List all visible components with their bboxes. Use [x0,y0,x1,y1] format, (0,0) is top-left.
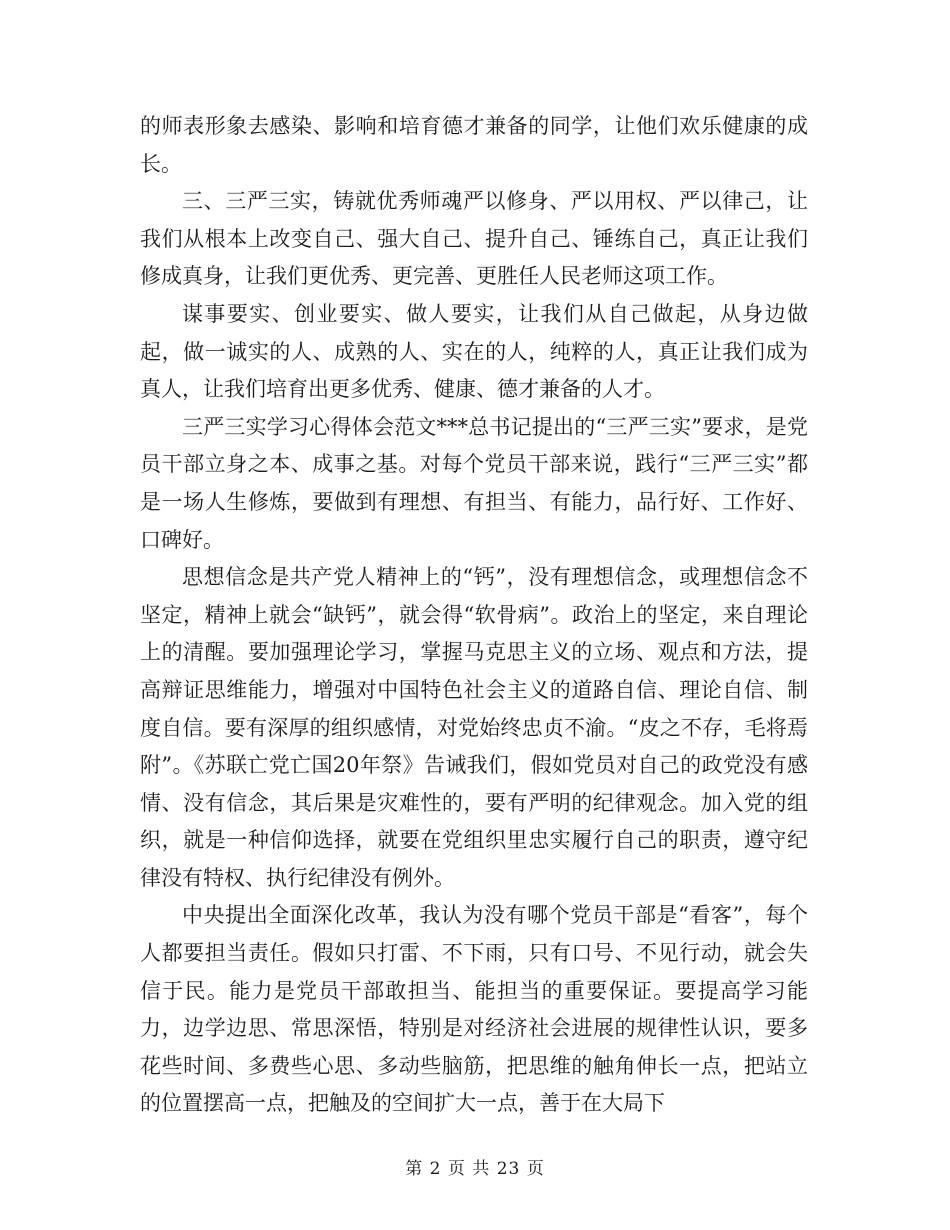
paragraph: 谋事要实、创业要实、做人要实，让我们从自己做起，从身边做起，做一诚实的人、成熟的人、实在的人，纯粹的人，真正让我们成为真人，让我们培育出更多优秀、健康、德才兼备的人才。 [140,301,808,402]
page-number: 第 2 页 共 23 页 [405,1159,545,1179]
page-footer [0,1154,950,1179]
paragraph: 中央提出全面深化改革，我认为没有哪个党员干部是“看客”，每个人都要担当责任。假如只打雷、不下雨，只有口号、不见行动，就会失信于民。能力是党员干部敢担当、能担当的重要保证。要提高学习能力，边学边思、常思深悟，特别是对经济社会进展的规律性认识，要多花些时间、多费些心思、多动些脑筋，把思维的触角伸长一点，把站立的位置摆高一点，把触及的空间扩大一点，善于在大局下 [140,903,808,1116]
document-body [140,108,808,1123]
paragraph: 三、三严三实，铸就优秀师魂严以修身、严以用权、严以律己，让我们从根本上改变自己、强大自己、提升自己、锤练自己，真正让我们修成真身，让我们更优秀、更完善、更胜任人民老师这项工作。 [140,189,808,289]
paragraph: 的师表形象去感染、影响和培育德才兼备的同学，让他们欢乐健康的成长。 [140,114,808,176]
paragraph: 三严三实学习心得体会范文***总书记提出的“三严三实”要求，是党员干部立身之本、成事之基。对每个党员干部来说，践行“三严三实”都是一场人生修炼，要做到有理想、有担当、有能力，品行好、工作好、口碑好。 [140,414,808,552]
paragraph: 思想信念是共产党人精神上的“钙”，没有理想信念，或理想信念不坚定，精神上就会“缺钙”，就会得“软骨病”。政治上的坚定，来自理论上的清醒。要加强理论学习，掌握马克思主义的立场、观点和方法，提高辩证思维能力，增强对中国特色社会主义的道路自信、理论自信、制度自信。要有深厚的组织感情，对党始终忠贞不渝。“皮之不存，毛将焉附”。《苏联亡党亡国20年祭》告诫我们，假如党员对自己的政党没有感情、没有信念，其后果是灾难性的，要有严明的纪律观念。加入党的组织，就是一种信仰选择，就要在党组织里忠实履行自己的职责，遵守纪律没有特权、执行纪律没有例外。 [140,565,808,890]
